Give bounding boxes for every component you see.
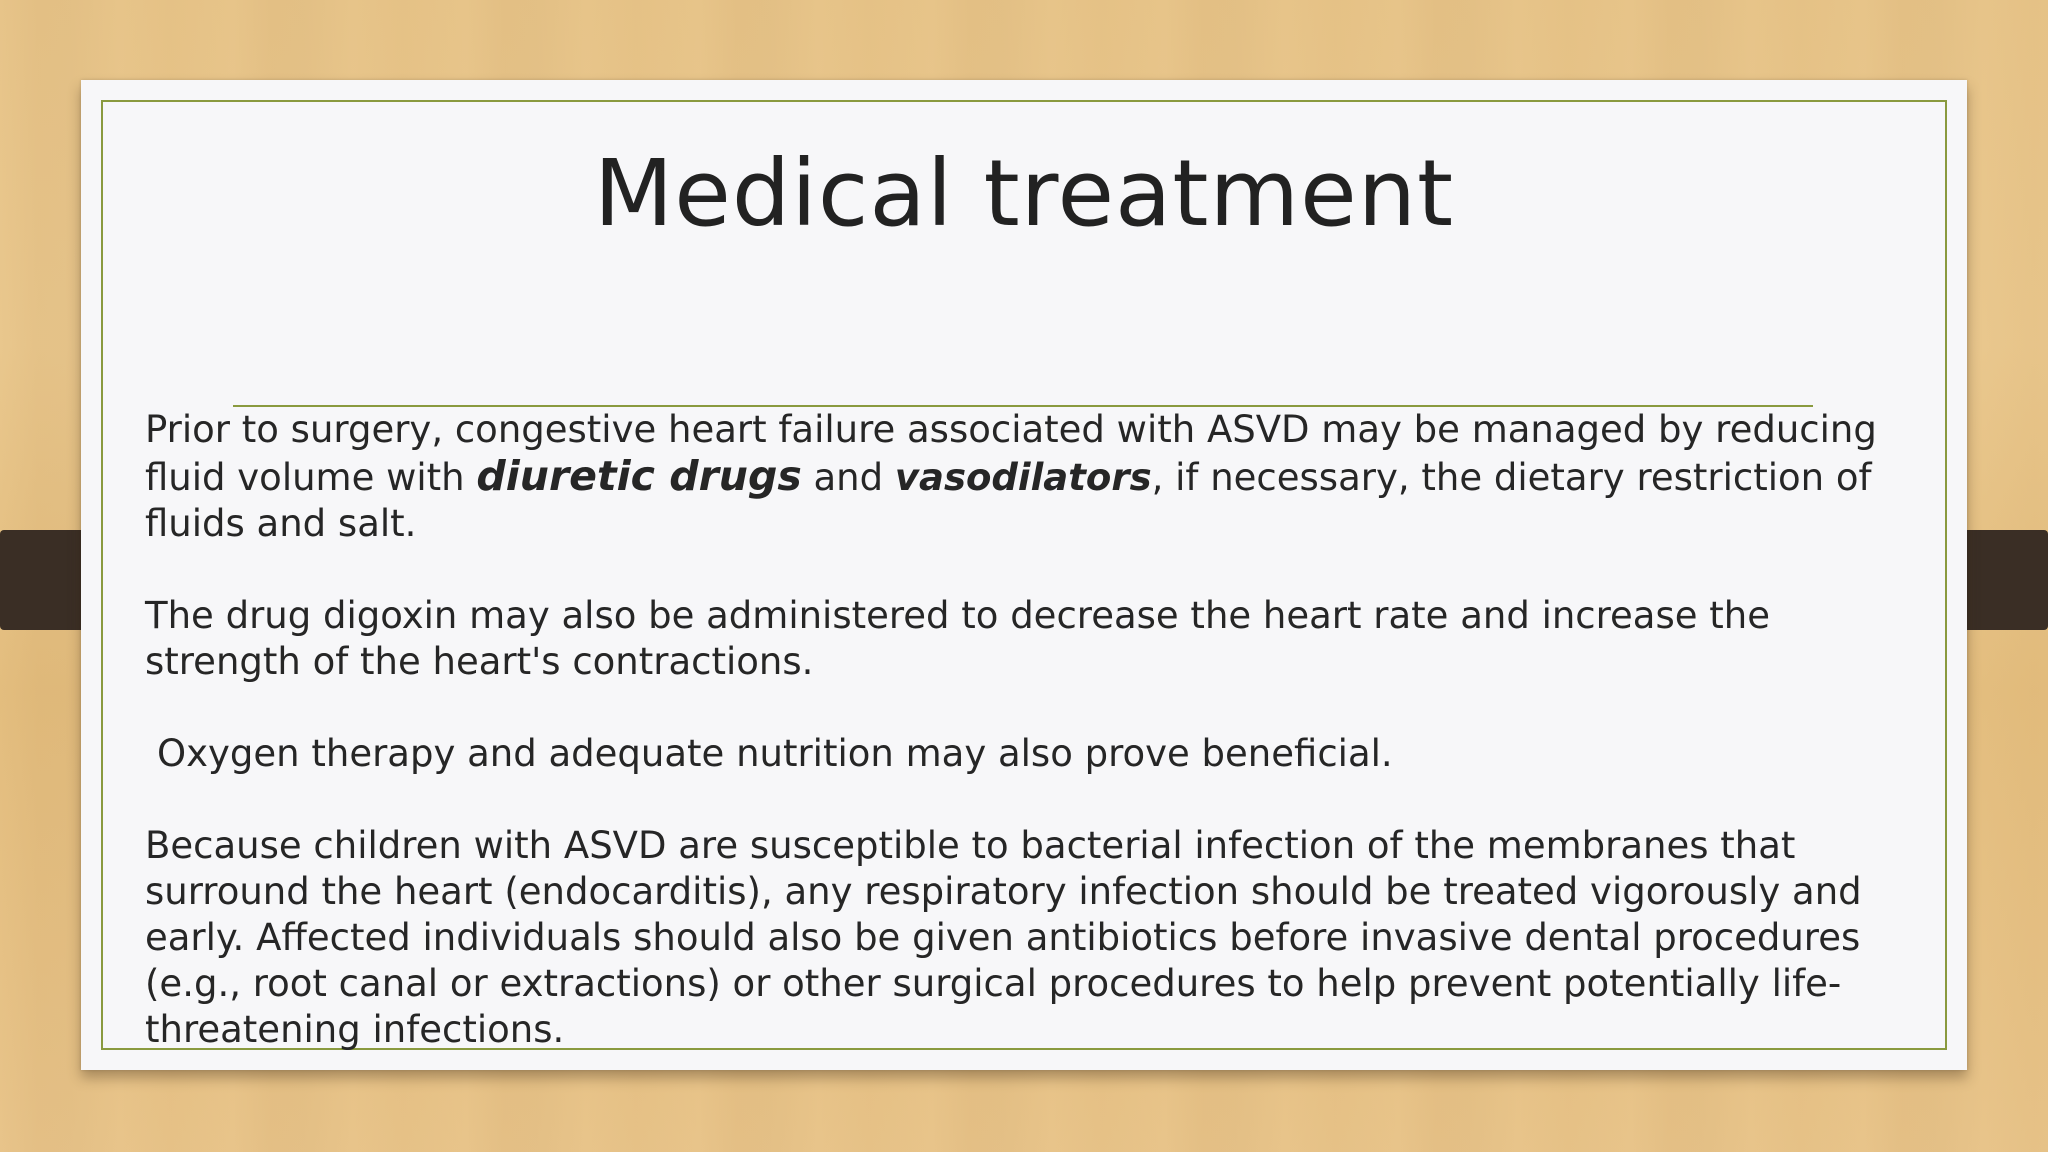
slide-paper [81,80,1967,1070]
paragraph-oxygen: Oxygen therapy and adequate nutrition may also prove beneficial. [157,732,1393,775]
emphasis-vasodilators: vasodilators [894,456,1152,499]
emphasis-diuretic-drugs: diuretic drugs [476,452,802,500]
paragraph-diuretics-text-2: and [801,456,895,499]
paragraph-digoxin: The drug digoxin may also be administered to decrease the heart rate and increase the strength of the heart's contractions. [145,594,1771,683]
paragraph-diuretics [145,407,1925,547]
slide-body [145,407,1925,1053]
paragraph-endocarditis: Because children with ASVD are susceptible to bacterial infection of the membranes that surround the heart (endocarditis), any respiratory infection should be treated vigorously and early. Affected individuals should also be given antibiotics before invasive dental procedures (e.g., root canal or extractions) or other surgical procedures to help prevent potentially life-threatening infections. [145,824,1862,1051]
paragraph-diuretics-text-1: Prior to surgery, congestive heart failure associated with ASVD may be managed by reducing fluid volume with [145,408,1877,499]
slide-title: Medical treatment [593,140,1455,247]
paragraph-diuretics-text-3: , if necessary, the dietary restriction of fluids and salt. [145,456,1872,545]
